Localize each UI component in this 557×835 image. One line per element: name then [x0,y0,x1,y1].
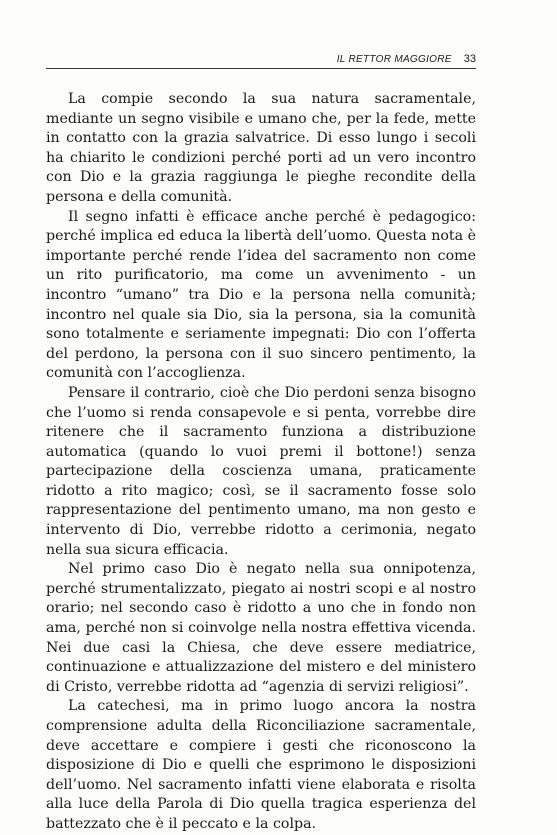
body-text [46,90,476,835]
running-header [46,50,476,69]
paragraph-2: Il segno infatti è efficace anche perché è pedagogico: perché implica ed educa la libertà dell’uomo. Questa nota è importante perché rende l’idea del sacramento non come un rito purificatorio, ma come un avvenimento - un incontro “umano” tra Dio e la persona nella comunità; incontro nel quale sia Dio, sia la persona, sia la comunità sono totalmente e seriamente impegnati: Dio con l’offerta del perdono, la persona con il suo sincero pentimento, la comunità con l’accoglienza. [46,208,476,382]
paragraph-1: La compie secondo la sua natura sacramentale, mediante un segno visibile e umano che, per la fede, mette in contatto con la grazia salvatrice. Di esso lungo i secoli ha chiarito le condizioni perché porti ad un vero incontro con Dio e la grazia raggiunga le pieghe recondite della persona e della comunità. [46,91,476,205]
running-title: IL RETTOR MAGGIORE [336,54,452,65]
paragraph-3: Pensare il contrario, cioè che Dio perdoni senza bisogno che l’uomo si renda consapevole e si penta, vorrebbe dire ritenere che il sacramento funziona a distribuzione automatica (quando lo vuoi premi il bottone!) senza partecipazione della coscienza umana, praticamente ridotto a rito magico; così, se il sacramento fosse solo rappresentazione del pentimento umano, ma non gesto e intervento di Dio, verrebbe ridotto a cerimonia, negato nella sua sicura efficacia. [46,384,476,558]
paragraph-4: Nel primo caso Dio è negato nella sua onnipotenza, perché strumentalizzato, piegato ai nostri scopi e al nostro orario; nel secondo caso è ridotto a uno che in fondo non ama, perché non si coinvolge nella nostra effettiva vicenda. Nei due casi la Chiesa, che deve essere mediatrice, continuazione e attualizzazione del mistero e del ministero di Cristo, verrebbe ridotta ad “agenzia di servizi religiosi”. [46,561,476,695]
page-number: 33 [463,53,476,65]
paragraph-5: La catechesi, ma in primo luogo ancora la nostra comprensione adulta della Riconciliazione sacramentale, deve accettare e compiere i gesti che riconoscono la disposizione di Dio e quelli che esprimono le disposizioni dell’uomo. Nel sacramento infatti viene elaborata e risolta alla luce della Parola di Dio quella tragica esperienza del battezzato che è il peccato e la colpa. [46,698,476,832]
